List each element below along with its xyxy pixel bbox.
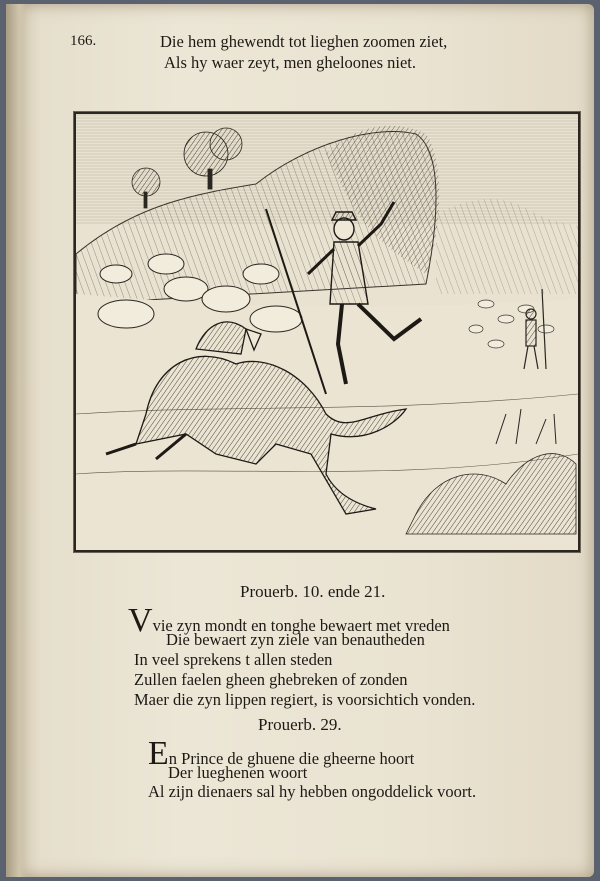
proverb-2-reference: Prouerb. 29.: [258, 715, 342, 734]
header-line-2: Als hy waer zeyt, men gheloones niet.: [164, 53, 417, 72]
dropcap-v: V: [128, 602, 153, 639]
page-gutter: [6, 4, 28, 877]
proverb-2-line-2: Der lueghenen woort: [168, 763, 308, 782]
proverb-1-line-4: Zullen faelen gheen ghebreken of zonden: [134, 670, 408, 689]
proverb-2-line-1-text: n Prince de ghuene die gheerne hoort: [168, 749, 415, 768]
proverb-1-line-5: Maer die zyn lippen regiert, is voorsichtich vonden.: [134, 690, 476, 709]
proverb-1-line-1-text: vie zyn mondt en tonghe bewaert met vreden: [152, 616, 450, 635]
header-line-1: Die hem ghewendt tot lieghen zoomen ziet,: [160, 32, 448, 51]
proverb-1-reference: Prouerb. 10. ende 21.: [240, 582, 386, 601]
proverb-1-line-3: In veel sprekens t allen steden: [134, 650, 333, 669]
dropcap-e: E: [148, 735, 169, 772]
proverb-2-line-3: Al zijn dienaers sal hy hebben ongoddelick voort.: [148, 782, 477, 801]
proverb-1-line-2: Die bewaert zyn ziele van benautheden: [166, 630, 425, 649]
page-number: 166.: [70, 33, 97, 49]
engraving-illustration: [74, 112, 580, 552]
